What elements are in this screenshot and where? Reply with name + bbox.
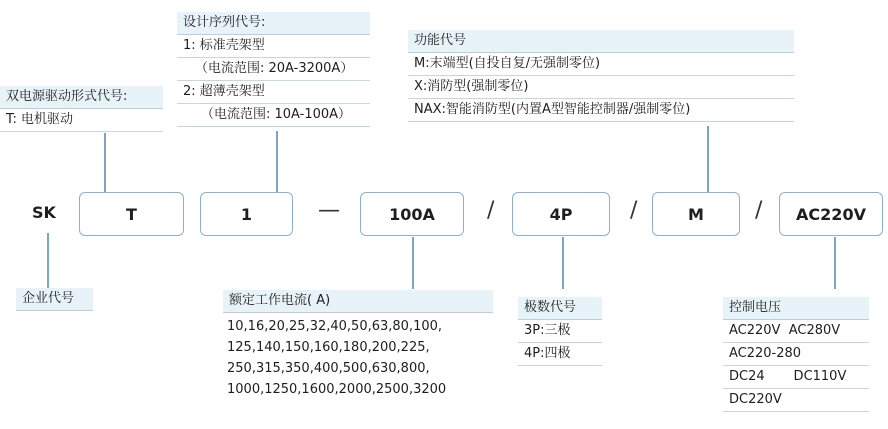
current-line-1: 10,16,20,25,32,40,50,63,80,100, — [227, 319, 443, 334]
voltage-item-2: AC220-280 — [723, 343, 869, 366]
connector-voltage — [834, 237, 836, 289]
series-item-1-range: （电流范围: 20A-3200A） — [177, 58, 370, 81]
connector-series — [276, 131, 278, 193]
current-title: 额定工作电流( A) — [223, 290, 493, 313]
drive-item: T: 电机驱动 — [0, 109, 163, 132]
poles-title: 极数代号 — [518, 297, 602, 320]
separator-slash-2: / — [630, 198, 638, 223]
model-box-function: M — [652, 192, 740, 236]
current-line-2: 125,140,150,160,180,200,225, — [227, 340, 430, 355]
drive-title: 双电源驱动形式代号: — [0, 86, 163, 109]
series-title: 设计序列代号: — [177, 12, 370, 35]
voltage-panel — [723, 297, 869, 412]
function-item-x: X:消防型(强制零位) — [408, 76, 794, 99]
model-box-drive: T — [79, 192, 184, 236]
drive-panel — [0, 86, 163, 132]
connector-current — [412, 237, 414, 289]
current-line-3: 250,315,350,400,500,630,800, — [227, 361, 430, 376]
series-item-2-range: （电流范围: 10A-100A） — [177, 104, 370, 127]
function-item-nax: NAX:智能消防型(内置A型智能控制器/强制零位) — [408, 99, 794, 122]
separator-slash-1: / — [487, 198, 495, 223]
series-panel — [177, 12, 370, 127]
poles-item-4p: 4P:四极 — [518, 343, 602, 366]
series-item-1: 1: 标准壳架型 — [177, 35, 370, 58]
function-item-m: M:末端型(自投自复/无强制零位) — [408, 53, 794, 76]
model-prefix: SK — [32, 203, 56, 222]
current-line-4: 1000,1250,1600,2000,2500,3200 — [227, 382, 447, 397]
model-box-poles: 4P — [512, 192, 610, 236]
voltage-title: 控制电压 — [723, 297, 869, 320]
company-panel — [16, 288, 93, 311]
connector-company — [47, 233, 49, 288]
current-panel — [223, 290, 493, 400]
model-box-series: 1 — [200, 192, 293, 236]
voltage-item-1: AC220V AC280V — [723, 320, 869, 343]
series-item-2: 2: 超薄壳架型 — [177, 81, 370, 104]
connector-drive — [104, 133, 106, 193]
model-box-current: 100A — [360, 192, 464, 236]
voltage-item-3: DC24 DC110V — [723, 366, 869, 389]
function-panel — [408, 30, 794, 122]
connector-poles — [562, 237, 564, 289]
model-box-voltage: AC220V — [779, 192, 883, 236]
separator-dash: — — [318, 198, 340, 223]
company-title: 企业代号 — [16, 288, 93, 311]
voltage-item-4: DC220V — [723, 389, 869, 412]
separator-slash-3: / — [755, 198, 763, 223]
function-title: 功能代号 — [408, 30, 794, 53]
poles-panel — [518, 297, 602, 366]
connector-function — [707, 126, 709, 193]
poles-item-3p: 3P:三极 — [518, 320, 602, 343]
